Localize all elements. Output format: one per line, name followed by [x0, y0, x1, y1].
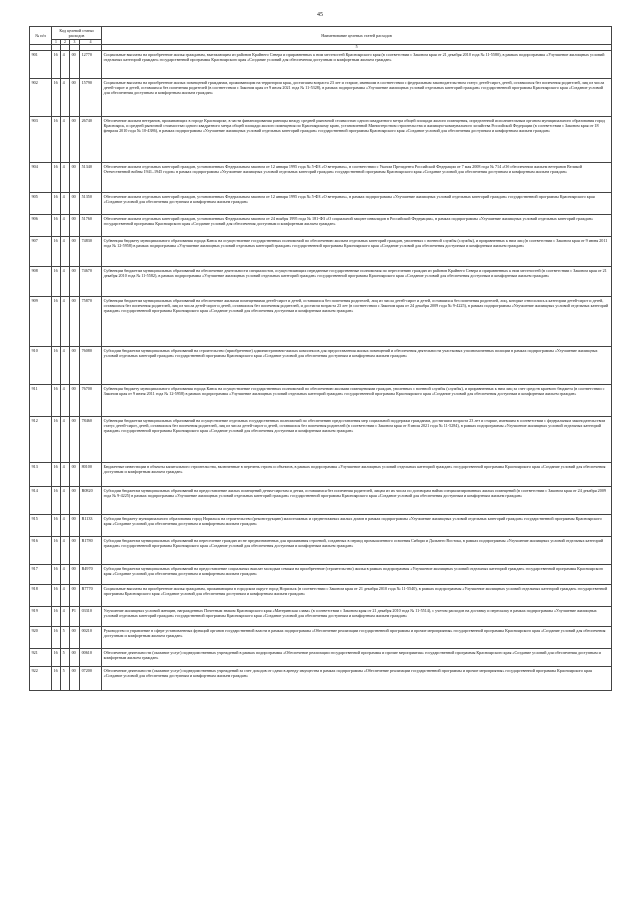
table-row: [30, 296, 612, 346]
code-part-4: R7770: [80, 584, 102, 606]
table-row: [30, 462, 612, 486]
row-name: Социальные выплаты на приобретение жилых помещений гражданам, проживающим на территории края, достигшим возраста 23 лет и старше, имевшим в соответствии с федеральным законодательством статус детей-сирот, детей, оставшихся без попечения родителей, лиц из числа детей-сирот и детей, оставшихся без попечения родителей (в соответствии с Законом края от 9 июля 2021 года № 11-5328), в рамках подпрограммы «Улучшение жилищных условий отдельных категорий граждан» государственной программы Красноярского края «Создание условий для обеспечения доступным и комфортным жильем граждан»: [102, 78, 612, 116]
code-part-2: 4: [61, 116, 70, 162]
table-row: [30, 266, 612, 296]
code-part-4: 78460: [80, 416, 102, 462]
code-part-1: 16: [52, 514, 61, 536]
code-part-3: 00: [70, 564, 80, 584]
code-part-2: 4: [61, 214, 70, 236]
code-part-2: 4: [61, 584, 70, 606]
row-name: Обеспечение жильем ветеранов, проживающих в городе Красноярске, в части финансирования разницы между средней рыночной стоимостью одного квадратного метра общей площади жилого помещения, определенной исполнительным органом муниципального образования город Красноярск, и средней рыночной стоимостью одного квадратного метра общей площади жилого помещения по Красноярскому краю, установленной Министерством строительства и жилищно-коммунального хозяйства Российской Федерации (в соответствии с Законом края от 18 февраля 2010 года № 10-4386), в рамках подпрограммы «Улучшение жилищных условий отдельных категорий граждан» государственной программы Красноярского края «Создание условий для обеспечения доступным и комфортным жильем граждан»: [102, 116, 612, 162]
code-part-1: 16: [52, 214, 61, 236]
code-part-1: 16: [52, 648, 61, 666]
code-part-2: 4: [61, 162, 70, 192]
code-part-1: 16: [52, 384, 61, 416]
code-part-1: 16: [52, 486, 61, 514]
code-part-3: 00: [70, 486, 80, 514]
code-part-2: 4: [61, 266, 70, 296]
code-part-1: 16: [52, 116, 61, 162]
budget-table: [29, 26, 612, 691]
row-name: Субвенции бюджетам муниципальных образований на осуществление отдельных государственных полномочий по обеспечению предоставления мер социальной поддержки гражданам, достигшим возраста 23 лет и старше, имевшим в соответствии с федеральным законодательством статус детей-сирот, детей, оставшихся без попечения родителей, лиц из числа детей-сирот и детей, оставшихся без попечения родителей (в соответствии с Законом края от 8 июля 2021 года № 11-5284), в рамках подпрограммы «Улучшение жилищных условий отдельных категорий граждан» государственной программы Красноярского края «Создание условий для обеспечения доступным и комфортным жильем граждан»: [102, 416, 612, 462]
code-part-4: 74830: [80, 236, 102, 266]
header-code-part: 1: [52, 39, 61, 45]
code-part-4: 51350: [80, 192, 102, 214]
code-part-1: 16: [52, 462, 61, 486]
code-part-2: 4: [61, 384, 70, 416]
row-name: Обеспечение жильем отдельных категорий граждан, установленных Федеральным законом от 12 января 1995 года № 5-ФЗ «О ветеранах», в соответствии с Указом Президента Российской Федерации от 7 мая 2008 года № 714 «Об обеспечении жильем ветеранов Великой Отечественной войны 1941–1945 годов» в рамках подпрограммы «Улучшение жилищных условий отдельных категорий граждан» государственной программы Красноярского края «Создание условий для обеспечения доступным и комфортным жильем граждан»: [102, 162, 612, 192]
code-part-2: 4: [61, 78, 70, 116]
code-part-2: 4: [61, 486, 70, 514]
code-part-4: 15790: [80, 78, 102, 116]
table-row: [30, 514, 612, 536]
code-part-3: 00: [70, 214, 80, 236]
code-part-3: 00: [70, 536, 80, 564]
row-number: 907: [30, 236, 52, 266]
header-name-index: 5: [102, 45, 612, 51]
row-name: Обеспечение деятельности (оказание услуг) подведомственных учреждений в рамках подпрограммы «Обеспечение реализации государственной программы и прочие мероприятия» государственной программы Красноярского края «Создание условий для обеспечения доступным и комфортным жильем граждан»: [102, 648, 612, 666]
table-row: [30, 486, 612, 514]
code-part-4: 51760: [80, 214, 102, 236]
code-part-4: R0820: [80, 486, 102, 514]
row-name: Субвенция бюджету муниципального образования города Канск на осуществление государственных полномочий по обеспечению жильем отдельных категорий граждан, уволенных с военной службы (службы), и приравненных к ним лиц (в соответствии с Законом края от 9 июня 2011 года № 12-5958) в рамках подпрограммы «Улучшение жилищных условий отдельных категорий граждан» государственной программы Красноярского края «Создание условий для обеспечения доступным и комфортным жильем граждан»: [102, 236, 612, 266]
row-name: Субсидии бюджетам муниципальных образований на предоставление жилых помещений детям-сиротам и детям, оставшимся без попечения родителей, лицам из их числа по договорам найма специализированных жилых помещений (в соответствии с Законом края от 24 декабря 2009 года № 9-4225) в рамках подпрограммы «Улучшение жилищных условий отдельных категорий граждан» государственной программы Красноярского края «Создание условий для обеспечения доступным и комфортным жильем граждан»: [102, 486, 612, 514]
row-number: 918: [30, 584, 52, 606]
code-part-1: 16: [52, 192, 61, 214]
code-part-3: 00: [70, 648, 80, 666]
row-number: 915: [30, 514, 52, 536]
code-part-2: 4: [61, 192, 70, 214]
code-part-4: 03310: [80, 606, 102, 626]
page-number: 45: [317, 12, 323, 18]
code-part-1: 16: [52, 536, 61, 564]
code-part-4: 76080: [80, 346, 102, 384]
table-row: [30, 416, 612, 462]
row-name: Субсидии бюджетам муниципальных образований на предоставление социальных выплат молодым семьям на приобретение (строительство) жилья в рамках подпрограммы «Улучшение жилищных условий отдельных категорий граждан» государственной программы Красноярского края «Создание условий для обеспечения доступным и комфортным жильем граждан»: [102, 564, 612, 584]
code-part-3: 00: [70, 78, 80, 116]
code-part-1: 16: [52, 266, 61, 296]
row-number: 911: [30, 384, 52, 416]
table-row: [30, 384, 612, 416]
header-code-part: 2: [61, 39, 70, 45]
row-number: 917: [30, 564, 52, 584]
code-part-4: R1780: [80, 536, 102, 564]
code-part-3: 00: [70, 384, 80, 416]
code-part-3: 00: [70, 584, 80, 606]
code-part-1: 16: [52, 78, 61, 116]
row-number: 919: [30, 606, 52, 626]
code-part-3: 00: [70, 346, 80, 384]
row-name: Субсидии бюджетам муниципальных образований на строительство (приобретение) административно-жилых комплексов для предоставления жилых помещений и обеспечения деятельности участковых уполномоченных полиции в рамках подпрограммы «Улучшение жилищных условий отдельных категорий граждан» государственной программы Красноярского края «Создание условий для обеспечения доступным и комфортным жильем граждан»: [102, 346, 612, 384]
row-name: Обеспечение деятельности (оказание услуг) подведомственных учреждений за счет доходов от сдачи в аренду имущества в рамках подпрограммы «Обеспечение реализации государственной программы и прочие мероприятия» государственной программы Красноярского края «Создание условий для обеспечения доступным и комфортным жильем граждан»: [102, 666, 612, 690]
code-part-3: 00: [70, 514, 80, 536]
row-name: Субсидии бюджетам муниципальных образований на переселение граждан из не предназначенных для проживания строений, созданных в период промышленного освоения Сибири и Дальнего Востока, в рамках подпрограммы «Улучшение жилищных условий отдельных категорий граждан» государственной программы Красноярского края «Создание условий для обеспечения доступным и комфортным жильем граждан»: [102, 536, 612, 564]
row-number: 908: [30, 266, 52, 296]
row-number: 901: [30, 50, 52, 78]
row-name: Руководство и управление в сфере установленных функций органов государственной власти в рамках подпрограммы «Обеспечение реализации государственной программы и прочие мероприятия» государственной программы Красноярского края «Создание условий для обеспечения доступным и комфортным жильем граждан»: [102, 626, 612, 648]
header-num: № п/п: [30, 27, 52, 45]
table-row: [30, 648, 612, 666]
code-part-2: 4: [61, 564, 70, 584]
code-part-4: R4970: [80, 564, 102, 584]
row-number: 904: [30, 162, 52, 192]
row-number: 922: [30, 666, 52, 690]
table-row: [30, 116, 612, 162]
row-number: 910: [30, 346, 52, 384]
code-part-4: 07200: [80, 666, 102, 690]
code-part-2: 4: [61, 296, 70, 346]
row-name: Социальные выплаты на приобретение жилья гражданам, выезжающим из районов Крайнего Севера и приравненных к ним местностей Красноярского края (в соответствии с Законом края от 21 декабря 2010 года № 11-5580), в рамках подпрограммы «Улучшение жилищных условий отдельных категорий граждан» государственной программы Красноярского края «Создание условий для обеспечения доступным и комфортным жильем граждан»: [102, 50, 612, 78]
code-part-2: 4: [61, 346, 70, 384]
row-number: 909: [30, 296, 52, 346]
table-row: [30, 162, 612, 192]
row-number: 905: [30, 192, 52, 214]
code-part-2: 4: [61, 606, 70, 626]
code-part-3: 00: [70, 416, 80, 462]
row-number: 916: [30, 536, 52, 564]
code-part-1: 16: [52, 666, 61, 690]
row-name: Обеспечение жильем отдельных категорий граждан, установленных Федеральным законом от 12 января 1995 года № 5-ФЗ «О ветеранах», в рамках подпрограммы «Улучшение жилищных условий отдельных категорий граждан» государственной программы Красноярского края «Создание условий для обеспечения доступным и комфортным жильем граждан»: [102, 192, 612, 214]
code-part-1: 16: [52, 346, 61, 384]
code-part-3: P1: [70, 606, 80, 626]
code-part-2: 4: [61, 462, 70, 486]
table-row: [30, 564, 612, 584]
table-row: [30, 584, 612, 606]
code-part-3: 00: [70, 626, 80, 648]
code-part-2: 5: [61, 666, 70, 690]
row-name: Субвенция бюджету муниципального образования города Канск на осуществление государственных полномочий по обеспечению жилыми помещениями граждан, уволенных с военной службы (службы), и приравненных к ним лиц за счет средств краевого бюджета (в соответствии с Законом края от 9 июня 2011 года № 12-5958) в рамках подпрограммы «Улучшение жилищных условий отдельных категорий граждан» государственной программы Красноярского края «Создание условий для обеспечения доступным и комфортным жильем граждан»: [102, 384, 612, 416]
code-part-3: 00: [70, 192, 80, 214]
code-part-1: 16: [52, 416, 61, 462]
table-row: [30, 214, 612, 236]
row-name: Бюджетные инвестиции в объекты капитального строительства, включенные в перечень строек и объектов, в рамках подпрограммы «Улучшение жилищных условий отдельных категорий граждан» государственной программы Красноярского края «Создание условий для обеспечения доступным и комфортным жильем граждан»: [102, 462, 612, 486]
code-part-1: 16: [52, 296, 61, 346]
row-name: Субвенции бюджетам муниципальных образований на обеспечение деятельности специалистов, осуществляющих переданные государственные полномочия по переселению граждан из районов Крайнего Севера и приравненных к ним местностей (в соответствии с Законом края от 21 декабря 2010 года № 11-5582), в рамках подпрограммы «Улучшение жилищных условий отдельных категорий граждан» государственной программы Красноярского края «Создание условий для обеспечения доступным и комфортным жильем граждан»: [102, 266, 612, 296]
code-part-1: 16: [52, 584, 61, 606]
code-part-4: 51340: [80, 162, 102, 192]
code-part-4: R1133: [80, 514, 102, 536]
code-part-1: 16: [52, 626, 61, 648]
row-number: 914: [30, 486, 52, 514]
table-row: [30, 192, 612, 214]
code-part-4: 00210: [80, 626, 102, 648]
table-row: [30, 236, 612, 266]
code-part-3: 00: [70, 666, 80, 690]
code-part-1: 16: [52, 236, 61, 266]
code-part-3: 00: [70, 296, 80, 346]
code-part-4: 12770: [80, 50, 102, 78]
code-part-1: 16: [52, 162, 61, 192]
row-name: Субвенции бюджетам муниципальных образований на обеспечение жилыми помещениями детей-сирот и детей, оставшихся без попечения родителей, лиц из числа детей-сирот и детей, оставшихся без попечения родителей, лиц, которые относились к категории детей-сирот и детей, оставшихся без попечения родителей, лиц из числа детей-сирот и детей, оставшихся без попечения родителей, и достигли возраста 23 лет (в соответствии с Законом края от 24 декабря 2009 года № 9-4225), в рамках подпрограммы «Улучшение жилищных условий отдельных категорий граждан» государственной программы Красноярского края «Создание условий для обеспечения доступным и комфортным жильем граждан»: [102, 296, 612, 346]
row-number: 920: [30, 626, 52, 648]
header-code: Код целевой статьи расходов: [52, 27, 102, 40]
code-part-4: 75870: [80, 296, 102, 346]
code-part-3: 00: [70, 462, 80, 486]
row-name: Субсидии бюджету муниципального образования город Норильск на строительство (реконструкцию) малоэтажных и среднеэтажных жилых домов в рамках подпрограммы «Улучшение жилищных условий отдельных категорий граждан» государственной программы Красноярского края «Создание условий для обеспечения доступным и комфортным жильем граждан»: [102, 514, 612, 536]
code-part-2: 4: [61, 50, 70, 78]
row-number: 921: [30, 648, 52, 666]
table-row: [30, 50, 612, 78]
code-part-3: 00: [70, 236, 80, 266]
code-part-4: 26740: [80, 116, 102, 162]
header-name: Наименование целевых статей расходов: [102, 27, 612, 45]
row-number: 912: [30, 416, 52, 462]
code-part-2: 4: [61, 514, 70, 536]
code-part-3: 00: [70, 50, 80, 78]
code-part-4: 74670: [80, 266, 102, 296]
row-name: Социальные выплаты на приобретение жилья гражданам, проживающим в городском округе город Норильск (в соответствии с Законом края от 21 декабря 2010 года № 11-5540), в рамках подпрограммы «Улучшение жилищных условий отдельных категорий граждан» государственной программы Красноярского края «Создание условий для обеспечения доступным и комфортным жильем граждан»: [102, 584, 612, 606]
header-code-part: 3: [70, 39, 80, 45]
code-part-2: 5: [61, 626, 70, 648]
code-part-3: 00: [70, 162, 80, 192]
code-part-2: 4: [61, 236, 70, 266]
code-part-2: 4: [61, 536, 70, 564]
code-part-2: 5: [61, 648, 70, 666]
table-row: [30, 78, 612, 116]
table-row: [30, 536, 612, 564]
row-name: Обеспечение жильем отдельных категорий граждан, установленных Федеральным законом от 24 ноября 1995 года № 181-ФЗ «О социальной защите инвалидов в Российской Федерации», в рамках подпрограммы «Улучшение жилищных условий отдельных категорий граждан» государственной программы Красноярского края «Создание условий для обеспечения доступным и комфортным жильем граждан»: [102, 214, 612, 236]
code-part-2: 4: [61, 416, 70, 462]
table-row: [30, 626, 612, 648]
table-row: [30, 606, 612, 626]
table-row: [30, 666, 612, 690]
code-part-3: 00: [70, 266, 80, 296]
table-header-row: [30, 27, 612, 40]
code-part-1: 16: [52, 606, 61, 626]
row-number: 913: [30, 462, 52, 486]
code-part-4: 76700: [80, 384, 102, 416]
table-row: [30, 346, 612, 384]
header-code-part: 4: [80, 39, 102, 45]
code-part-4: 00610: [80, 648, 102, 666]
row-name: Улучшение жилищных условий женщин, награжденных Почетным знаком Красноярского края «Материнская слава» (в соответствии с Законом края от 21 декабря 2010 года № 11-5514), с учетом расходов на доставку и пересылку в рамках подпрограммы «Улучшение жилищных условий отдельных категорий граждан» государственной программы Красноярского края «Создание условий для обеспечения доступным и комфортным жильем граждан»: [102, 606, 612, 626]
code-part-3: 00: [70, 116, 80, 162]
code-part-1: 16: [52, 564, 61, 584]
code-part-1: 16: [52, 50, 61, 78]
code-part-4: 80100: [80, 462, 102, 486]
row-number: 906: [30, 214, 52, 236]
row-number: 902: [30, 78, 52, 116]
row-number: 903: [30, 116, 52, 162]
